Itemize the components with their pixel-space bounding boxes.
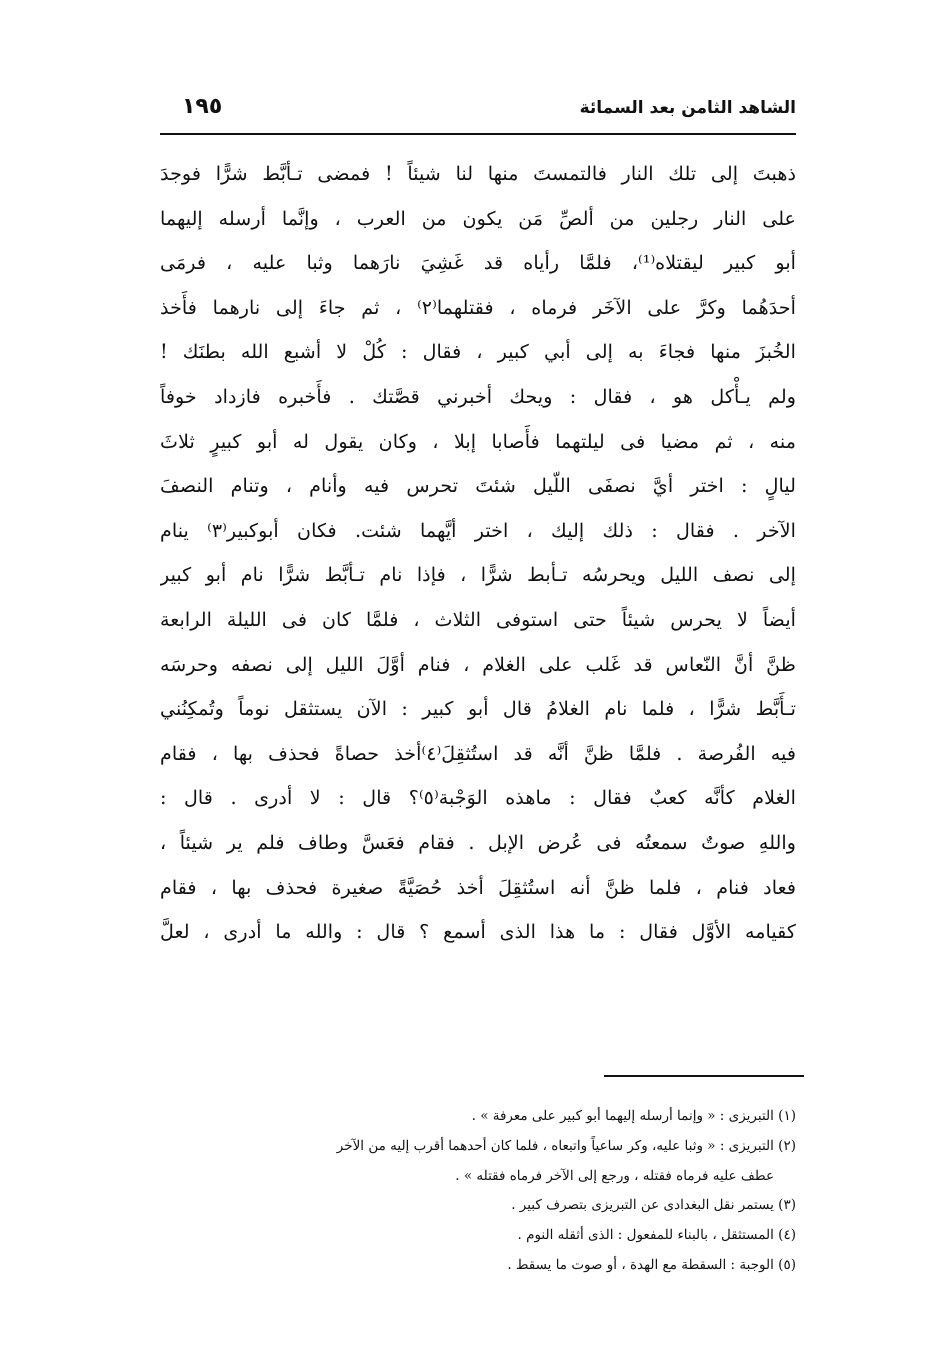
text-line: الغلام كأنَّه كعبٌ فقال : ماهذه الوَجْبة⁽٥⁾؟ قال : لا أدرى . قال :: [160, 786, 796, 810]
page-number: ١٩٥: [182, 94, 223, 119]
footnote-line: (٤) المستثقل ، بالبناء للمفعول : الذى أثقله النوم .: [517, 1227, 796, 1244]
text-line: ولم يـأْكل هو ، فقال : ويحك أخبرني قصَّتك . فأَخبره فازداد خوفاً: [160, 384, 796, 408]
text-line: الخُبزَ منها فجاءَ به إلى أبي كبير ، فقال : كُلْ لا أشبع الله بطنَك !: [160, 340, 796, 364]
text-line: الآخر . فقال : ذلك إليك ، اختر أيَّهما شئت. فكان أبوكبير⁽٣⁾ ينام: [160, 518, 796, 542]
header-rule: [160, 133, 796, 135]
text-line: ذهبتَ إلى تلك النار فالتمستَ منها لنا شيئاً ! فمضى تـأبَّط شرًّا فوجدَ: [160, 162, 796, 185]
text-line: أيضاً لا يحرس شيئاً حتى استوفى الثلاث ، فلمَّا كان فى الليلة الرابعة: [160, 607, 796, 631]
footnote-line: (١) التبريزى : « وإنما أرسله إليهما أبو كبير على معرفة » .: [471, 1108, 796, 1124]
footnote-line: (٥) الوجبة : السقطة مع الهدة ، أو صوت ما يسقط .: [507, 1256, 796, 1273]
footnote-line: عطف عليه فرماه فقتله ، ورجع إلى الآخر فرماه فقتله » .: [455, 1167, 774, 1184]
text-line: منه ، ثم مضيا فى ليلتهما فأَصابا إبلا ، وكان يقول له أبو كبيرٍ ثلاثَ: [160, 429, 796, 453]
footnotes: [160, 1102, 796, 1281]
text-line: ظنَّ أنَّ النّعاس قد غَلب على الغلام ، فنام أوَّلَ الليل إلى نصفه وحرسَه: [160, 652, 796, 676]
page-header: [160, 92, 796, 132]
text-line: أبو كبير ليقتلاه⁽¹⁾، فلمَّا رأياه قد غَشِيَ نارَهما وثبا عليه ، فرمَى: [160, 251, 796, 275]
text-line: ليالٍ : اختر أيَّ نصفَى اللّيل شئتَ تحرس فيه وأنام ، وتنام النصفَ: [160, 474, 796, 498]
text-line: فيه الفُرصة . فلمَّا ظنَّ أنَّه قد استُثقِلَ⁽٤⁾أخذ حصاةً فحذف بها ، فقام: [160, 741, 796, 765]
body-text: [160, 152, 796, 955]
text-line: فعاد فنام ، فلما ظنَّ أنه استُثقِلَ أخذ حُصَيَّةً صغيرة فحذف بها ، فقام: [160, 875, 796, 899]
footnote-line: (٢) التبريزى : « وثبا عليه، وكر ساعياً واتبعاه ، فلما كان أحدهما أقرب إليه من الآخر: [336, 1137, 796, 1154]
text-line: تـأَبَّط شرًّا ، فلما نام الغلامُ قال أبو كبير : الآن يستثقل نوماً وتُمكِنُني: [160, 697, 796, 721]
text-line: أحدَهُما وكرَّ على الآخَر فرماه ، فقتلهما⁽٢⁾ ، ثم جاءَ إلى نارهما فأَخذ: [160, 295, 796, 319]
text-line: واللهِ صوتٌ سمعتُه فى عُرض الإبل . فقام فعَسَّ وطاف فلم ير شيئاً ،: [160, 830, 796, 854]
footnote-rule: [604, 1075, 804, 1077]
text-line: إلى نصف الليل ويحرسُه تـأبط شرًّا ، فإذا نام تـأبَّط شرًّا نام أبو كبير: [160, 563, 796, 587]
footnote-line: (٣) يستمر نقل البغدادى عن التبريزى بتصرف كبير .: [511, 1197, 796, 1214]
text-line: على النار رجلين من ألصِّ مَن يكون من العرب ، وإنَّما أرسله إليهما: [160, 206, 796, 230]
text-line: كقيامه الأوَّل فقال : ما هذا الذى أسمع ؟ قال : والله ما أدرى ، لعلَّ: [160, 920, 796, 944]
running-title: الشاهد الثامن بعد السمائة: [579, 98, 796, 118]
